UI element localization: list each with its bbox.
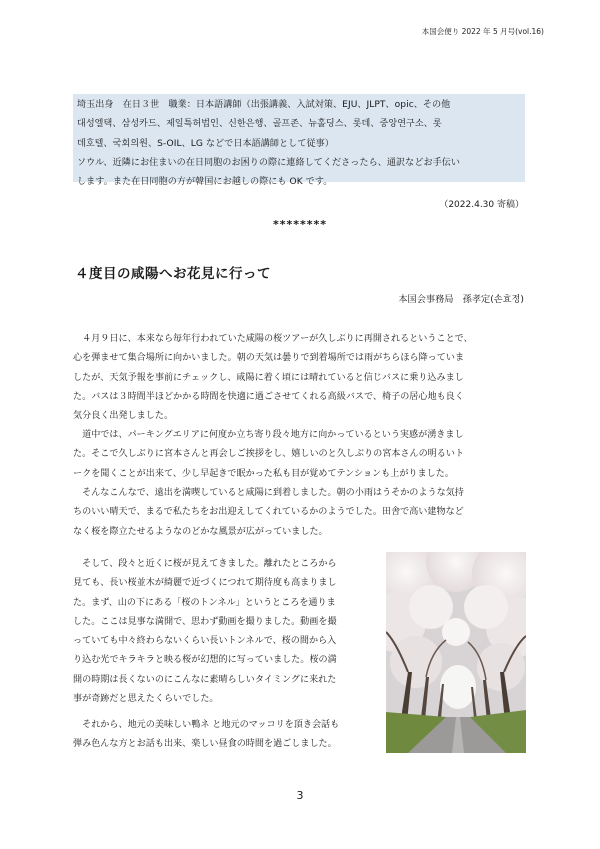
text-line: 気分良く出発しました。	[73, 411, 174, 422]
text-line: ちのいい晴天で、まるで私たちをお出迎えしてくれているかのようでした。田舎で高い建物など	[73, 507, 464, 518]
text-line: 心を弾ませて集合場所に向かいました。朝の天気は曇りで到着場所では雨がちらほら降っていま	[73, 353, 465, 364]
article-author: 本国会事務局 孫孝定(손효정)	[398, 294, 524, 305]
text-line: た。まず、山の下にある「桜のトンネル」というところを通りま	[73, 597, 336, 608]
page-number: 3	[296, 789, 304, 802]
section-separator: ********	[272, 218, 328, 231]
text-line: なく桜を際立たせるようなのどかな風景が広がっていました。	[73, 526, 328, 537]
text-line: ークを聞くことが出来て、少し早起きで眠かった私も目が覚めてテンションも上がりました。	[73, 468, 454, 479]
profile-line: 埼玉出身 在日３世 職業：日本語講師（出張講義、入試対策、EJU、JLPT、opic、その他	[77, 100, 451, 110]
paragraph-2	[73, 426, 464, 484]
text-line: っていても中々終わらないくらい長いトンネルで、桜の間から入	[73, 636, 337, 647]
cherry-blossom-tunnel-photo	[386, 552, 526, 753]
text-line: それから、地元の美味しい鴨ネ と地元のマッコリを頂き会話も	[73, 720, 340, 730]
contribution-date: （2022.4.30 寄稿）	[439, 200, 524, 210]
paragraph-4	[73, 555, 337, 709]
profile-line: 데호텔、국회의원、S-OIL、LG などで日本語講師として従事）	[77, 138, 334, 149]
paragraph-3	[73, 484, 464, 542]
text-line: ４月９日に、本来なら毎年行われていた咸陽の桜ツアーが久しぶりに再開されるということで、	[73, 334, 473, 344]
text-line: 道中では、パーキングエリアに何度か立ち寄り段々地方に向かっているという実感が湧きまし	[73, 430, 464, 440]
newsletter-header: 本国会便り 2022 年 5 月号(vol.16)	[421, 27, 544, 36]
text-line: 事が奇跡だと思えたくらいでした。	[73, 694, 219, 705]
text-line: したが、天気予報を事前にチェックし、咸陽に着く頃には晴れていると信じバスに乗り込みまし	[73, 372, 464, 383]
text-line: た。そこで久しぶりに宮本さんと再会しご挨拶をし、嬉しいのと久しぶりの宮本さんの明るいト	[73, 449, 465, 460]
text-line: した。ここは見事な満開で、思わず動画を撮りました。動画を撮	[73, 616, 337, 627]
text-line: そんなこんなで、遠出を満喫していると咸陽に到着しました。朝の小雨はうそかのような気持	[73, 488, 464, 498]
text-line: り込む光でキラキラと映る桜が幻想的に写っていました。桜の満	[73, 655, 337, 666]
text-line: 開の時期は長くないのにこんなに素晴らしいタイミングに来れた	[73, 674, 337, 685]
article-title: ４度目の咸陽へお花見に行って	[75, 266, 271, 282]
author-profile-box	[73, 94, 525, 188]
text-line: そして、段々と近くに桜が見えてきました。離れたところから	[73, 559, 337, 569]
text-line: 弾み色んな方とお話も出来、楽しい昼食の時間を過ごしました。	[73, 739, 337, 750]
text-line: た。バスは３時間半ほどかかる時間を快適に過ごさせてくれる高級バスで、椅子の居心地も良く	[73, 391, 464, 402]
profile-line: 대성엘택、삼성카드、제일특허법인、신한은행、골프존、뉴홀딩스、롯데、중앙연구소、롯	[77, 119, 442, 130]
profile-line: します。また在日同胞の方が韓国にお越しの際にも OK です。	[77, 177, 333, 188]
text-line: 見ても、長い桜並木が綺麗で近づくにつれて期待度も高まりまし	[73, 578, 337, 589]
profile-line: ソウル、近隣にお住まいの在日同胞のお困りの際に連絡してくださったら、通訳などお手伝い	[77, 157, 461, 168]
paragraph-5	[73, 716, 339, 755]
paragraph-1	[73, 330, 473, 426]
